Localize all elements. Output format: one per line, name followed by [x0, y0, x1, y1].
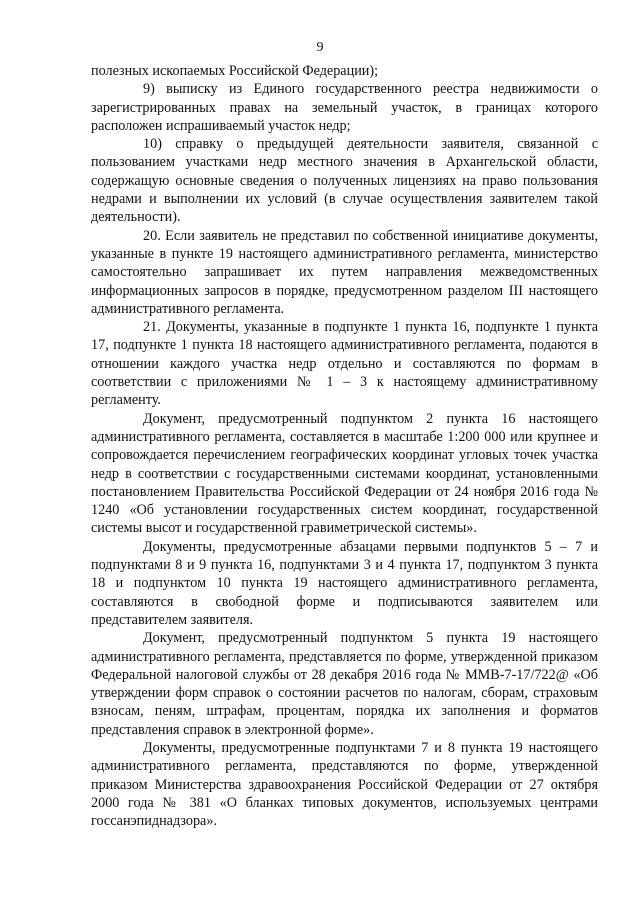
- paragraph-clause-20: 20. Если заявитель не представил по собственной инициативе документы, указанные в пункте 19 настоящего административного регламента, министерство самостоятельно запрашивает их путем направления межведомственных информационных запросов в порядке, предусмотренном разделом III настоящего административного регламента.: [91, 227, 598, 317]
- paragraph-item-9: 9) выписку из Единого государственного реестра недвижимости о зарегистрированных правах на земельный участок, в границах которого расположен испрашиваемый участок недр;: [91, 81, 598, 134]
- page-number: 9: [316, 40, 324, 55]
- paragraph-health-documents: Документы, предусмотренные подпунктами 7 и 8 пункта 19 настоящего административного регламента, представляются по форме, утвержденной приказом Министерства здравоохранения Российской Федерации от 27 октября 2000 года № 381 «О бланках типовых документов, используемых центрами госсанэпиднадзора».: [91, 739, 598, 830]
- paragraph-continuation: полезных ископаемых Российской Федерации);: [91, 63, 379, 79]
- paragraph-coordinates-document: Документ, предусмотренный подпунктом 2 пункта 16 настоящего административного регламента, составляется в масштабе 1:200 000 или крупнее и сопровождается перечислением географических координат угловых точек участка недр в соответствии с государственными системами координат, установленными постановлением Правительства Российской Федерации от 24 ноября 2016 года № 1240 «Об установлении государственных систем координат, государственной системы высот и государственной гравиметрической системы».: [91, 410, 598, 537]
- document-body: [91, 62, 598, 830]
- paragraph-item-10: 10) справку о предыдущей деятельности заявителя, связанной с пользованием участками недр местного значения в Архангельской области, содержащую основные сведения о полученных лицензиях на право пользования недрами и выполнении их условий (в случае осуществления заявителем такой деятельности).: [91, 136, 598, 226]
- paragraph-free-form-documents: Документы, предусмотренные абзацами первыми подпунктов 5 – 7 и подпунктами 8 и 9 пункта 16, подпунктами 3 и 4 пункта 17, подпунктом 3 пункта 18 и подпунктом 10 пункта 19 настоящего административного регламента, составляются в свободной форме и подписываются заявителем или представителем заявителя.: [91, 538, 598, 628]
- paragraph-clause-21: 21. Документы, указанные в подпункте 1 пункта 16, подпункте 1 пункта 17, подпункте 1 пункта 18 настоящего административного регламента, подаются в отношении каждого участка недр отдельно и составляются по формам в соответствии с приложениями № 1 – 3 к настоящему административному регламенту.: [91, 319, 598, 409]
- paragraph-tax-certificate: Документ, предусмотренный подпунктом 5 пункта 19 настоящего административного регламента, представляется по форме, утвержденной приказом Федеральной налоговой службы от 28 декабря 2016 года № ММВ-7-17/722@ «Об утверждении форм справок о состоянии расчетов по налогам, сборам, страховым взносам, пеням, штрафам, процентам, порядка их заполнения и форматов представления справок в электронной форме».: [91, 630, 598, 738]
